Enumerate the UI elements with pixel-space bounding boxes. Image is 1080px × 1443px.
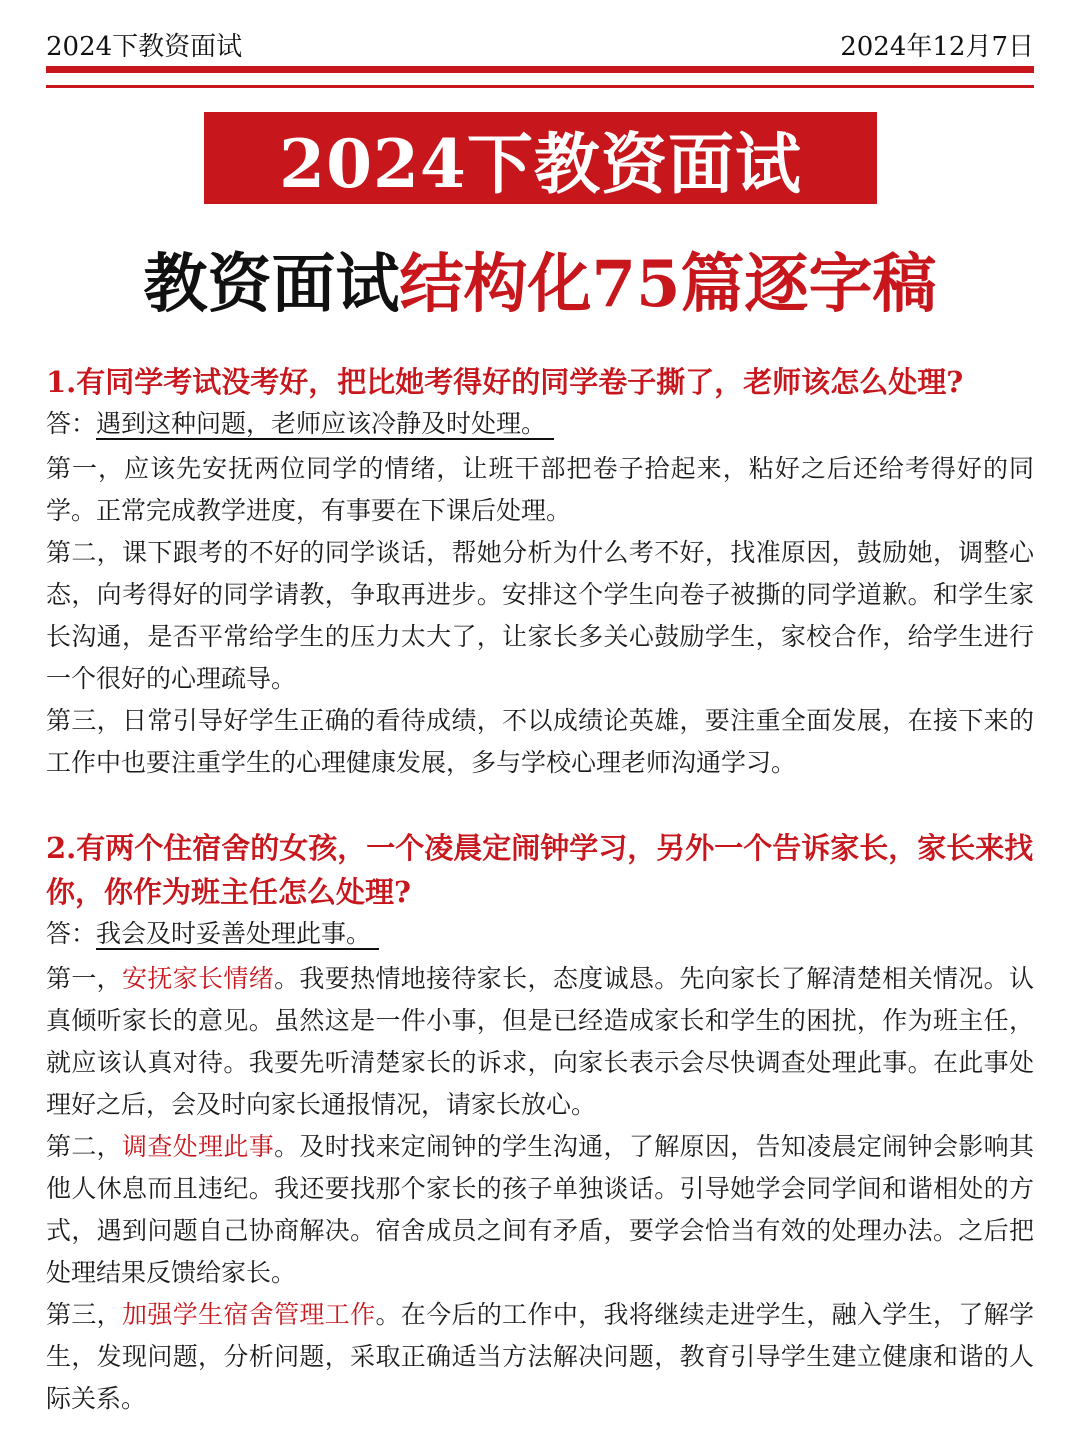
header-left-title: 2024下教资面试 (46, 31, 243, 62)
point-highlight: 加强学生宿舍管理工作 (122, 1300, 376, 1329)
answer-point (46, 1126, 1034, 1294)
point-highlight: 安抚家长情绪 (122, 964, 275, 993)
answer-prefix: 答： (46, 919, 97, 948)
answer-point (46, 700, 1034, 784)
answer-point (46, 532, 1034, 700)
answer-point (46, 958, 1034, 1126)
subtitle (0, 240, 1080, 330)
subtitle-red-part: 结构化75篇逐字稿 (399, 247, 937, 322)
point-prefix: 第三， (46, 1300, 123, 1329)
point-prefix: 第一， (46, 964, 123, 993)
answer-summary: 我会及时妥善处理此事。 (96, 919, 379, 950)
question-title: 1.有同学考试没考好，把比她考得好的同学卷子撕了，老师该怎么处理? (46, 365, 964, 399)
answer-point (46, 448, 1034, 532)
header-rule-thin (46, 85, 1034, 88)
point-highlight: 调查处理此事 (122, 1132, 275, 1161)
question-section (46, 826, 1034, 1420)
answer-point (46, 1294, 1034, 1420)
point-text: 课下跟考的不好的同学谈话，帮她分析为什么考不好，找准原因，鼓励她，调整心态，向考得好的同学请教，争取再进步。安排这个学生向卷子被撕的同学道歉。和学生家长沟通，是否平常给学生的压力太大了，让家长多关心鼓励学生，家校合作，给学生进行一个很好的心理疏导。 (46, 538, 1034, 693)
question-section (46, 360, 1034, 784)
point-text: 。在今后的工作中，我将继续走进学生，融入学生，了解学生，发现问题，分析问题，采取正确适当方法解决问题，教育引导学生建立健康和谐的人际关系。 (46, 1300, 1034, 1413)
answer-summary: 遇到这种问题，老师应该冷静及时处理。 (96, 409, 554, 440)
question-title: 2.有两个住宿舍的女孩，一个凌晨定闹钟学习，另外一个告诉家长，家长来找你，你作为班主任怎么处理? (46, 831, 1034, 909)
answer-prefix: 答： (46, 409, 97, 438)
point-prefix: 第一， (46, 454, 125, 483)
point-text: 。及时找来定闹钟的学生沟通，了解原因，告知凌晨定闹钟会影响其他人休息而且违纪。我还要找那个家长的孩子单独谈话。引导她学会同学间和谐相处的方式，遇到问题自己协商解决。宿舍成员之间有矛盾，要学会恰当有效的处理办法。之后把处理结果反馈给家长。 (46, 1132, 1034, 1287)
answer-line (46, 916, 1034, 952)
article-content (46, 360, 1034, 1420)
header-date: 2024年12月7日 (840, 31, 1034, 62)
section-spacer (46, 784, 1034, 826)
top-header (46, 26, 1034, 62)
subtitle-black-part: 教资面试 (143, 247, 400, 322)
point-prefix: 第三， (46, 706, 123, 735)
title-banner (204, 112, 877, 204)
answer-line (46, 406, 1034, 442)
banner-title: 2024下教资面试 (279, 124, 802, 203)
point-text: 。我要热情地接待家长，态度诚恳。先向家长了解清楚相关情况。认真倾听家长的意见。虽然这是一件小事，但是已经造成家长和学生的困扰，作为班主任，就应该认真对待。我要先听清楚家长的诉求，向家长表示会尽快调查处理此事。在此事处理好之后，会及时向家长通报情况，请家长放心。 (46, 964, 1034, 1119)
point-text: 应该先安抚两位同学的情绪，让班干部把卷子拾起来，粘好之后还给考得好的同学。正常完成教学进度，有事要在下课后处理。 (46, 454, 1034, 525)
point-prefix: 第二， (46, 538, 123, 567)
point-text: 日常引导好学生正确的看待成绩，不以成绩论英雄，要注重全面发展，在接下来的工作中也要注重学生的心理健康发展，多与学校心理老师沟通学习。 (46, 706, 1034, 777)
header-rule-thick (46, 66, 1034, 73)
point-prefix: 第二， (46, 1132, 123, 1161)
